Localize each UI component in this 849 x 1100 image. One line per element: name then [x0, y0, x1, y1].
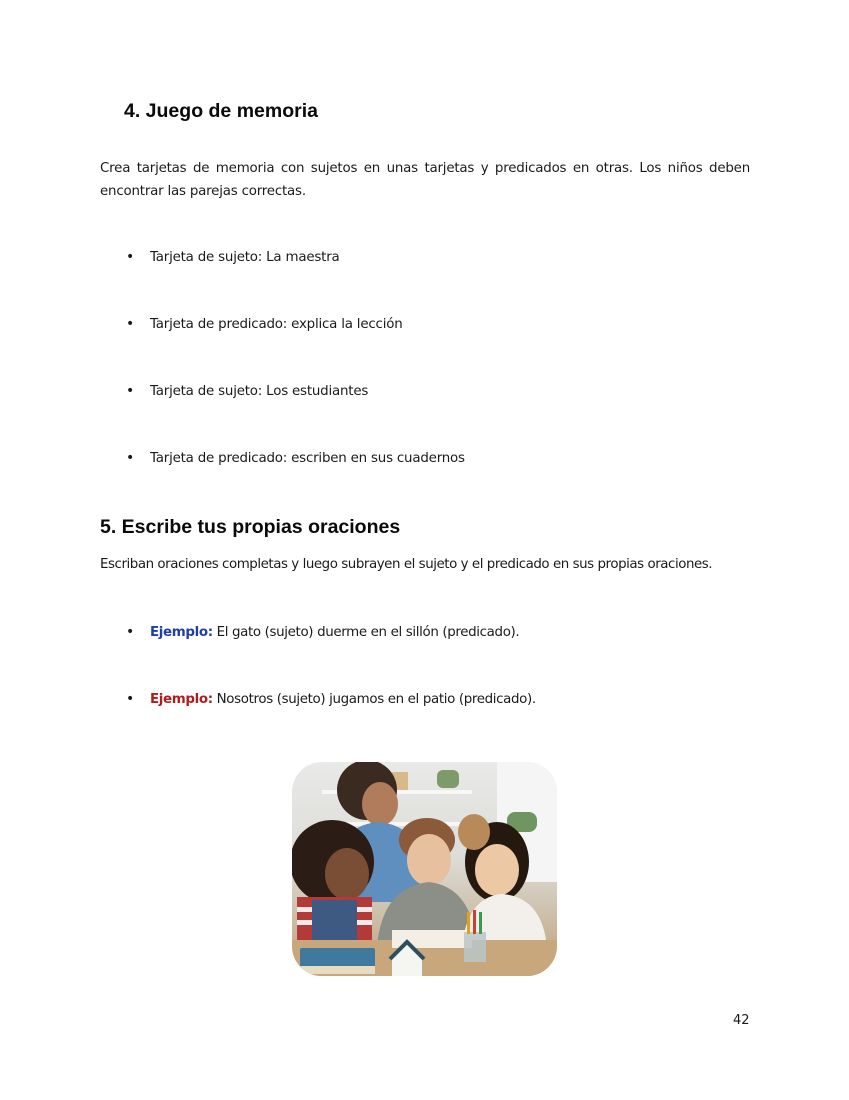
- list-item-text: Tarjeta de sujeto: Los estudiantes: [150, 384, 369, 399]
- example-item: [126, 688, 536, 710]
- example-label: Ejemplo:: [150, 625, 213, 640]
- example-text: El gato (sujeto) duerme en el sillón (predicado).: [212, 625, 520, 640]
- bullet-icon: •: [126, 624, 134, 640]
- bullet-icon: •: [126, 450, 135, 466]
- page-number: 42: [733, 1013, 750, 1028]
- section-4-intro: Crea tarjetas de memoria con sujetos en unas tarjetas y predicados en otras. Los niños deben encontrar las parejas correctas.: [100, 161, 750, 199]
- classroom-photo: [292, 762, 557, 976]
- list-item: [126, 246, 340, 268]
- example-text: Nosotros (sujeto) jugamos en el patio (predicado).: [212, 692, 536, 707]
- example-item: [126, 621, 519, 643]
- bullet-icon: •: [126, 691, 134, 707]
- example-label: Ejemplo:: [150, 692, 213, 707]
- classroom-illustration-icon: [292, 762, 557, 976]
- section-5-intro: Escriban oraciones completas y luego subrayen el sujeto y el predicado en sus propias oraciones.: [100, 557, 713, 572]
- list-item: [126, 380, 368, 402]
- section-4-heading: 4. Juego de memoria: [124, 100, 318, 122]
- bullet-icon: •: [126, 383, 135, 399]
- list-item-text: Tarjeta de predicado: escriben en sus cuadernos: [150, 451, 465, 466]
- section-5-heading: 5. Escribe tus propias oraciones: [100, 516, 401, 538]
- list-item-text: Tarjeta de predicado: explica la lección: [150, 317, 403, 332]
- bullet-icon: •: [126, 249, 135, 265]
- list-item: [126, 447, 465, 469]
- list-item-text: Tarjeta de sujeto: La maestra: [150, 250, 340, 265]
- bullet-icon: •: [126, 316, 135, 332]
- list-item: [126, 313, 403, 335]
